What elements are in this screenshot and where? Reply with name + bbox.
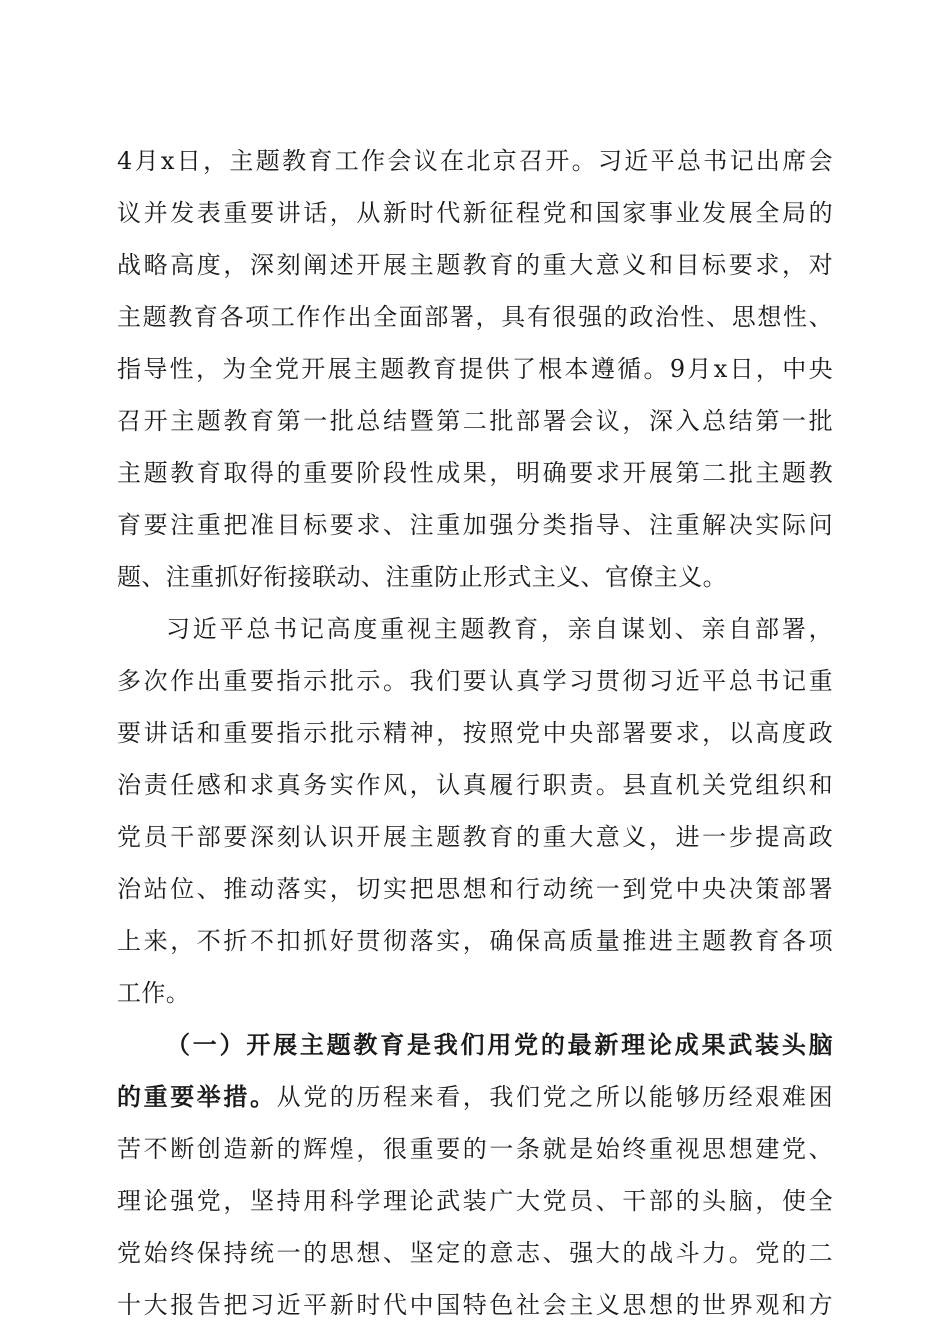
document-body bbox=[117, 135, 833, 1331]
text-line: 上来，不折不扣抓好贯彻落实，确保高质量推进主题教育各项 bbox=[117, 927, 833, 955]
text-line: 习近平总书记高度重视主题教育，亲自谋划、亲自部署， bbox=[166, 615, 833, 643]
text-line: 治责任感和求真务实作风，认真履行职责。县直机关党组织和 bbox=[117, 771, 833, 799]
text-line: 战略高度，深刻阐述开展主题教育的重大意义和目标要求，对 bbox=[117, 251, 833, 279]
text-line: 主题教育各项工作作出全面部署，具有很强的政治性、思想性、 bbox=[117, 303, 833, 331]
text-line: 苦不断创造新的辉煌，很重要的一条就是始终重视思想建党、 bbox=[117, 1135, 833, 1163]
text-line: 党员干部要深刻认识开展主题教育的重大意义，进一步提高政 bbox=[117, 823, 833, 851]
section-heading-continuation: 的重要举措。 bbox=[117, 1082, 277, 1111]
paragraph-2 bbox=[117, 603, 833, 1019]
section-heading: （一）开展主题教育是我们用党的最新理论成果武装头脑 bbox=[166, 1030, 833, 1059]
text-line: 主题教育取得的重要阶段性成果，明确要求开展第二批主题教 bbox=[117, 459, 833, 487]
text-line bbox=[117, 1071, 833, 1123]
text-line: 4月x日，主题教育工作会议在北京召开。习近平总书记出席会 bbox=[117, 147, 833, 175]
text-run: 从党的历程来看，我们党之所以能够历经艰难困 bbox=[276, 1083, 833, 1111]
paragraph-3 bbox=[117, 1019, 833, 1331]
text-line: 理论强党，坚持用科学理论武装广大党员、干部的头脑，使全 bbox=[117, 1187, 833, 1215]
text-line: 育要注重把准目标要求、注重加强分类指导、注重解决实际问 bbox=[117, 511, 833, 539]
text-line: 十大报告把习近平新时代中国特色社会主义思想的世界观和方 bbox=[117, 1291, 833, 1319]
paragraph-1 bbox=[117, 135, 833, 603]
text-line: 治站位、推动落实，切实把思想和行动统一到党中央决策部署 bbox=[117, 875, 833, 903]
text-line: 指导性，为全党开展主题教育提供了根本遵循。9月x日，中央 bbox=[117, 355, 833, 383]
text-line: 题、注重抓好衔接联动、注重防止形式主义、官僚主义。 bbox=[117, 563, 727, 591]
text-line: 召开主题教育第一批总结暨第二批部署会议，深入总结第一批 bbox=[117, 407, 833, 435]
text-line: 工作。 bbox=[117, 979, 191, 1007]
text-line: 多次作出重要指示批示。我们要认真学习贯彻习近平总书记重 bbox=[117, 667, 833, 695]
text-line: 议并发表重要讲话，从新时代新征程党和国家事业发展全局的 bbox=[117, 199, 833, 227]
text-line: 党始终保持统一的思想、坚定的意志、强大的战斗力。党的二 bbox=[117, 1239, 833, 1267]
text-line: 要讲话和重要指示批示精神，按照党中央部署要求，以高度政 bbox=[117, 719, 833, 747]
